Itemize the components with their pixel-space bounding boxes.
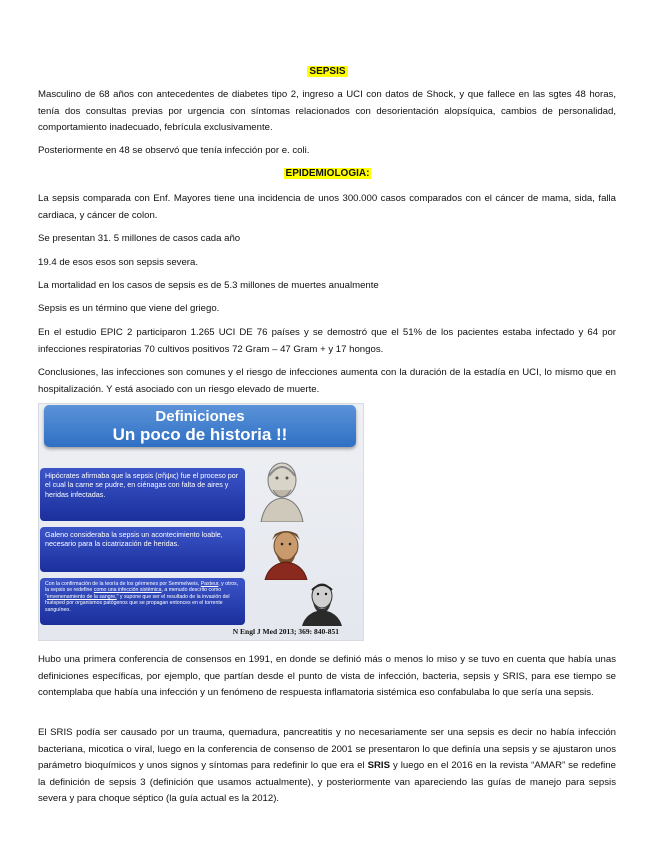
paragraph-sris <box>38 725 616 808</box>
paragraph-ecoli: Posteriormente en 48 se observó que tenía infección por e. coli. <box>38 145 310 156</box>
germ-text-d: como una infección sistémica <box>93 587 162 594</box>
germ-text-c: , y otros, la sepsis se redefine <box>45 581 239 594</box>
paragraph-greek: Sepsis es un término que viene del griego. <box>38 303 220 314</box>
heading-epidemiologia-text: EPIDEMIOLOGIA: <box>285 168 370 179</box>
hippocrates-box: Hipócrates afirmaba que la sepsis (σῆψις) fue el proceso por el cual la carne se pudre, en ciénagas con falta de aires y heridas infectadas. <box>40 468 245 521</box>
figure-citation: N Engl J Med 2013; 369: 840-851 <box>232 627 339 636</box>
germ-text-a: Con la confirmación de la teoría de los gérmenes por Semmelweis, <box>45 581 201 587</box>
slide-title-banner <box>44 405 356 447</box>
paragraph-conclusions: Conclusiones, las infecciones son comunes y el riesgo de infecciones aumenta con la duración de la estadía en UCI, lo mismo que en hospitalización. Y está asociado con un riesgo elevado de muerte. <box>38 367 616 395</box>
pasteur-portrait <box>296 578 348 626</box>
germ-text-g: " y supone que ser el resultado de la invasión del huésped por organismos patógenos que se propagan entonces en el torrente sanguíneo. <box>45 593 230 613</box>
sris-text-c: y luego en el 2016 en la revista “AMAR” se redefine la definición de sepsis 3 (definición que usamos actualmente), y posteriormente van apareciendo las guías de manejo para sepsis severa y para choque séptico (la guía actual es la 2012). <box>38 760 616 804</box>
paragraph-severe: 19.4 de esos esos son sepsis severa. <box>38 257 198 268</box>
germ-text-f: envenenamiento de la sangre, <box>46 593 117 600</box>
heading-sepsis <box>0 66 655 77</box>
paragraph-consensus-1991: Hubo una primera conferencia de consensos en 1991, en donde se definió más o menos lo miso y se tuvo en cuenta que había unas definiciones específicas, por ejemplo, que partían desde el punto de vista de infección, bacteria, sepsis y SRIS, para ese tiempo se contemplaba que había una infección y un fenómeno de respuesta inflamatoria sistémica eso confabulaba lo que sería una sepsis. <box>38 654 616 698</box>
history-slide-figure <box>38 403 364 641</box>
hippocrates-portrait <box>249 456 315 522</box>
germ-text-e: , a menudo descrito como " <box>45 587 222 600</box>
galen-portrait <box>257 524 315 580</box>
slide-title-line1: Definiciones <box>155 408 245 425</box>
germ-text-b: Pasteur <box>200 581 219 587</box>
germ-theory-box <box>40 578 245 625</box>
heading-sepsis-text: SEPSIS <box>309 66 346 77</box>
paragraph-mortality: La mortalidad en los casos de sepsis es de 5.3 millones de muertes anualmente <box>38 280 379 291</box>
paragraph-cases: Se presentan 31. 5 millones de casos cada año <box>38 233 241 244</box>
slide-title-line2: Un poco de historia !! <box>112 425 288 444</box>
sris-bold: SRIS <box>367 760 390 771</box>
galen-box: Galeno consideraba la sepsis un acontecimiento loable, necesario para la cicatrización de heridas. <box>40 527 245 572</box>
paragraph-incidence: La sepsis comparada con Enf. Mayores tiene una incidencia de unos 300.000 casos comparados con el cáncer de mama, sida, falla cardiaca, y cáncer de colon. <box>38 193 616 221</box>
sris-text-a: El SRIS podía ser causado por un trauma, quemadura, pancreatitis y no necesariamente ser una sepsis es decir no había infección bacteriana, micotica o viral, luego en la conferencia de consenso de 2001 se presentaron lo que definía una sepsis y se ajustaron unos parámetro bioquímicos y unos signos y síntomas para redefinir lo que era el <box>38 727 616 771</box>
heading-epidemiologia <box>0 168 655 179</box>
paragraph-case: Masculino de 68 años con antecedentes de diabetes tipo 2, ingreso a UCI con datos de Shock, y que fallece en las sgtes 48 horas, tenía dos consultas previas por urgencia con síntomas relacionados con desorientación alopsíquica, cambios de personalidad, comportamiento inadecuado, febrícula exclusivamente. <box>38 89 616 133</box>
paragraph-epic2: En el estudio EPIC 2 participaron 1.265 UCI DE 76 países y se demostró que el 51% de los pacientes estaba infectado y 64 por infecciones respiratorias 70 cultivos positivos 72 Gram – 47 Gram + y 17 hongos. <box>38 327 616 355</box>
